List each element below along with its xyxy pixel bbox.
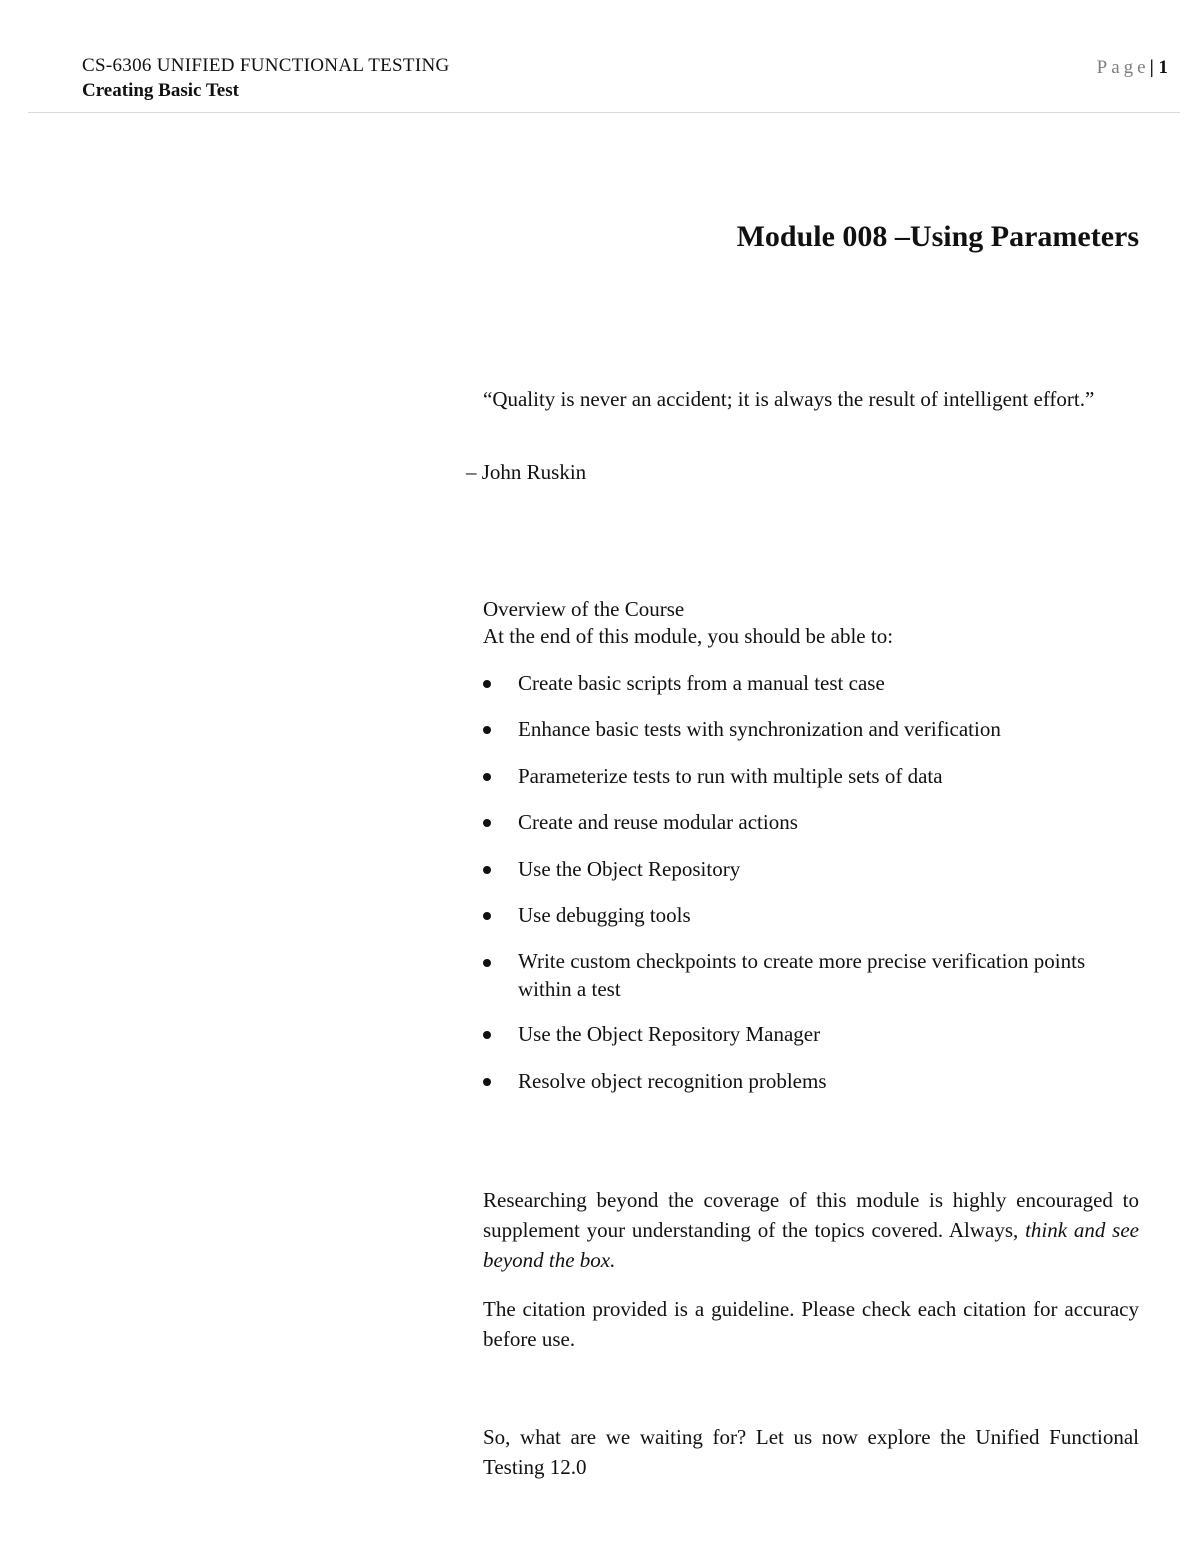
bullet-icon — [483, 866, 491, 874]
header-divider — [28, 112, 1180, 113]
list-item — [483, 1066, 1139, 1096]
objective-text: Parameterize tests to run with multiple sets of data — [518, 763, 943, 788]
research-section — [483, 1186, 1139, 1375]
objective-text: Resolve object recognition problems — [518, 1068, 827, 1093]
bullet-icon — [483, 1031, 491, 1039]
closing-paragraph: So, what are we waiting for? Let us now explore the Unified Functional Testing 12.0 — [483, 1425, 1139, 1479]
citation-note: The citation provided is a guideline. Please check each citation for accuracy before use. — [483, 1297, 1139, 1352]
list-item — [483, 854, 1139, 884]
bullet-icon — [483, 819, 491, 827]
topic-title: Creating Basic Test — [82, 80, 239, 101]
objective-text: Use debugging tools — [518, 903, 691, 928]
bullet-icon — [483, 1078, 491, 1086]
module-title: Module 008 –Using Parameters — [736, 220, 1139, 253]
bullet-icon — [483, 959, 491, 967]
list-item — [483, 947, 1139, 1004]
quote-text: “Quality is never an accident; it is always the result of intelligent effort.” — [483, 387, 1095, 411]
research-emphasis: think and see beyond the box. — [483, 1217, 1139, 1272]
list-item — [483, 807, 1139, 837]
quote-author: – John Ruskin — [466, 460, 587, 484]
overview-section — [483, 596, 1139, 651]
bullet-icon — [483, 680, 491, 688]
page-number: 1 — [1158, 57, 1168, 78]
page-header — [0, 0, 1200, 114]
page-indicator — [1097, 57, 1168, 79]
research-text: Researching beyond the coverage of this module is highly encouraged to supplement your understanding of the topics covered. Always, — [483, 1188, 1139, 1242]
objective-text: Create and reuse modular actions — [518, 810, 798, 835]
objective-text: Use the Object Repository — [518, 856, 741, 881]
list-item — [483, 761, 1139, 791]
page-label: Page — [1096, 57, 1150, 78]
list-item — [483, 1019, 1139, 1049]
objectives-list — [483, 668, 1139, 1112]
page-separator: | — [1149, 57, 1154, 78]
research-paragraph — [483, 1186, 1139, 1275]
objective-text: Use the Object Repository Manager — [518, 1022, 821, 1047]
course-code: CS-6306 UNIFIED FUNCTIONAL TESTING — [82, 55, 450, 76]
bullet-icon — [483, 912, 491, 920]
list-item — [483, 668, 1139, 698]
objective-text: Write custom checkpoints to create more precise verification points within a test — [518, 948, 1086, 1001]
overview-intro: At the end of this module, you should be able to: — [483, 624, 894, 649]
bullet-icon — [483, 773, 491, 781]
objective-text: Enhance basic tests with synchronization and verification — [518, 717, 1001, 742]
bullet-icon — [483, 726, 491, 734]
list-item — [483, 900, 1139, 930]
objective-text: Create basic scripts from a manual test case — [518, 671, 885, 695]
list-item — [483, 714, 1139, 744]
overview-heading: Overview of the Course — [483, 597, 685, 621]
